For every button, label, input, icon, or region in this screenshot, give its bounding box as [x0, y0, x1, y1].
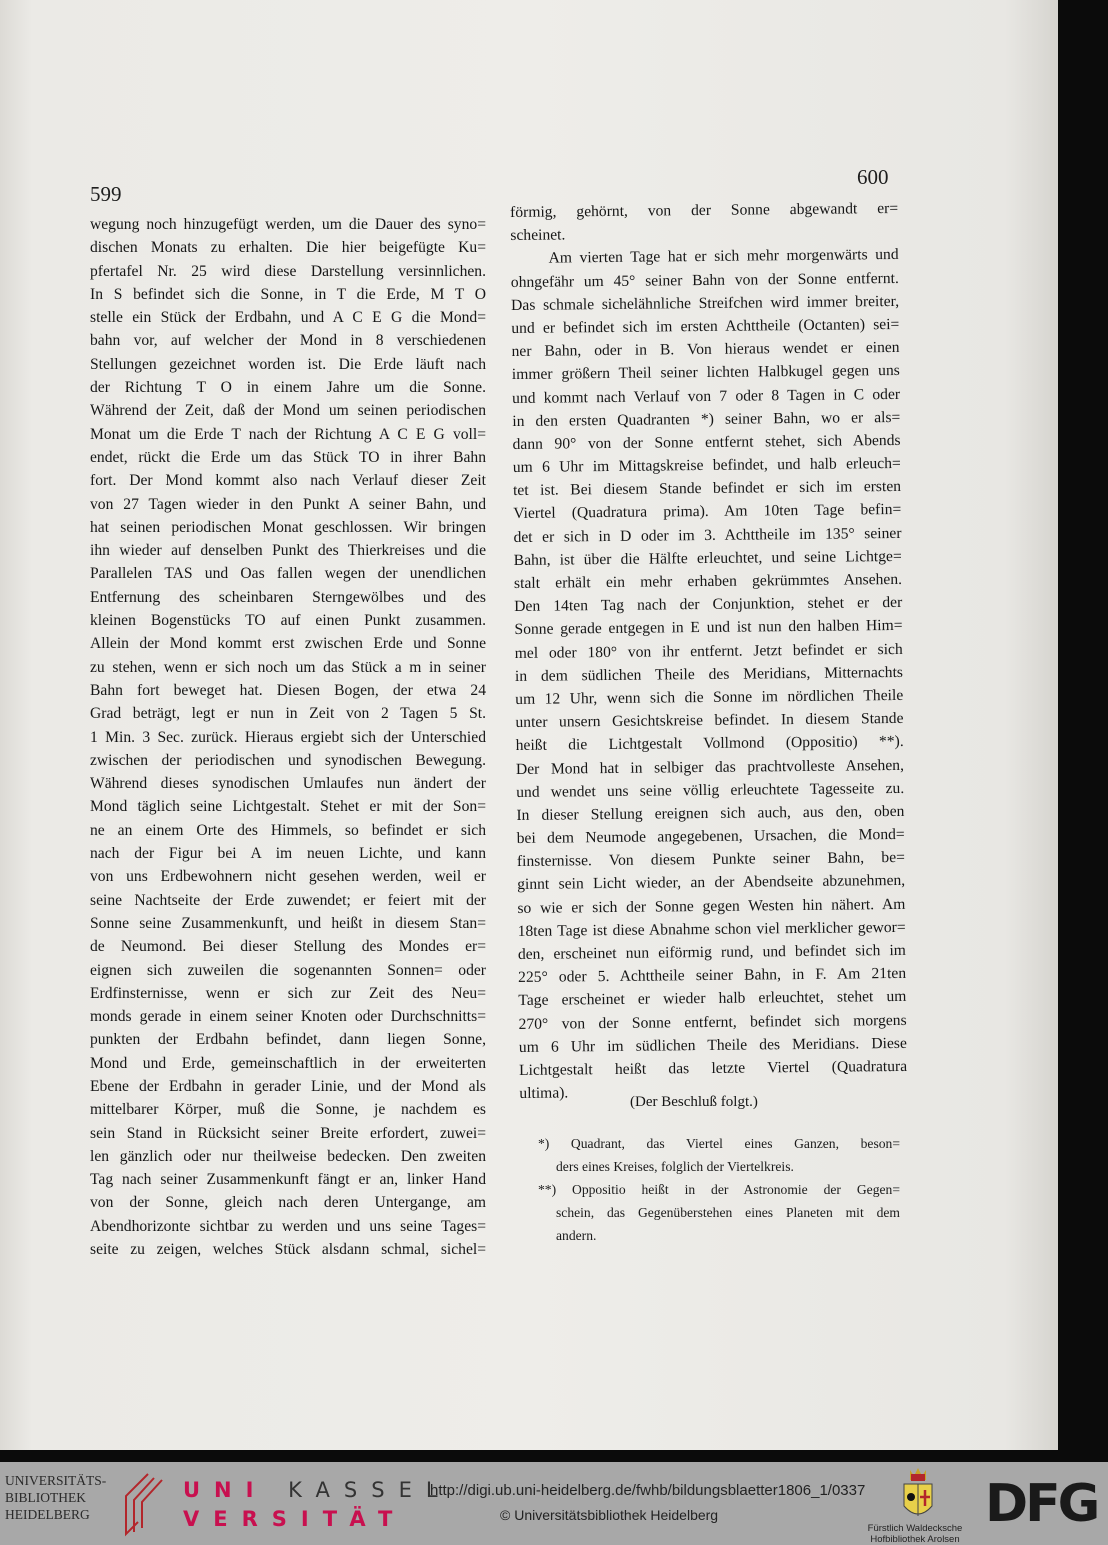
text-line: punkten der Erdbahn befindet, dann liegen Sonne, — [90, 1031, 486, 1049]
text-line: dann 90° von der Sonne entfernt stehet, sich Abends — [512, 431, 901, 453]
kassel-line2: VERSITÄT — [183, 1507, 407, 1531]
ub-line: UNIVERSITÄTS- — [5, 1473, 107, 1488]
text-line: hat seinen periodischen Monat geschlossen. Wir bringen — [90, 518, 486, 536]
text-line: und kommt nach Verlauf von 7 oder 8 Tagen in C oder — [511, 385, 901, 407]
text-line: Ebene der Erdbahn in gerader Linie, und der Mond als — [90, 1077, 486, 1095]
text-line: pfertafel Nr. 25 wird diese Darstellung versinnlichen. — [90, 262, 486, 280]
text-line: in dem südlichen Theile des Meridians, Mitternachts — [514, 663, 904, 685]
uni-kassel-logo — [183, 1476, 452, 1534]
waldeck-line: Fürstlich Waldecksche — [867, 1523, 963, 1534]
text-line: de Neumond. Bei dieser Stellung des Mondes er= — [90, 938, 486, 956]
text-line: zwischen der periodischen und synodischen Bewegung. — [90, 751, 486, 769]
text-line: Allein der Mond kommt erst zwischen Erde und Sonne — [90, 635, 486, 653]
waldeck-line: Hofbibliothek Arolsen — [870, 1533, 960, 1545]
text-line: in den ersten Quadranten *) seiner Bahn, wo er als= — [512, 408, 901, 430]
text-line: von der Sonne, gleich nach deren Untergange, am — [90, 1194, 486, 1212]
text-line: Erdfinsternisse, wenn er sich zur Zeit des Neu= — [90, 984, 486, 1002]
text-line: zu stehen, wenn er sich noch um das Stück a m in seiner — [90, 658, 486, 676]
ub-heidelberg-logo-icon — [118, 1470, 170, 1538]
text-line: stalt erhält ein mehr erhaben gekrümmtes Ansehen. — [513, 570, 903, 592]
text-line: endet, rückt die Erde um das Stück TO in ihrer Bahn — [90, 448, 486, 466]
text-line: von uns Erdbewohnern nicht gesehen werden, weil er — [90, 868, 486, 886]
footnotes — [538, 1132, 900, 1247]
text-line: bahn vor, auf welcher der Mond in 8 verschiedenen — [90, 332, 486, 350]
ub-line: BIBLIOTHEK — [5, 1490, 86, 1505]
footnote-line: *) Quadrant, das Viertel eines Ganzen, beson= — [538, 1136, 900, 1151]
text-line: seite zu zeigen, welches Stück alsdann schmal, sichel= — [90, 1241, 486, 1259]
text-line: len gänzlich oder nur theilweise bedecken. Den zweiten — [90, 1147, 486, 1165]
text-line: ner Bahn, oder in B. Von hieraus wendet er einen — [511, 339, 900, 361]
text-line: Der Mond hat in selbiger das prachtvolleste Ansehen, — [515, 756, 905, 778]
text-line: fort. Der Mond kommt also nach Verlauf dieser Zeit — [90, 472, 486, 490]
page-number-right: 600 — [857, 165, 889, 189]
footnote-line: **) Oppositio heißt in der Astronomie der Gegen= — [538, 1182, 900, 1197]
page-number-left: 599 — [90, 182, 122, 206]
text-line: ohngefähr um 45° seiner Bahn von der Sonne entfernt. — [510, 269, 899, 291]
right-column-text — [510, 197, 907, 1105]
text-line: um 12 Uhr, wenn sich die Sonne im nördlichen Theile — [515, 686, 904, 708]
text-line: Mond täglich seine Lichtgestalt. Stehet er mit der Son= — [90, 798, 486, 816]
text-line: monds gerade in einem seiner Knoten oder Durchschnitts= — [90, 1008, 486, 1026]
text-line: ne an einem Orte des Himmels, so befindet er sich — [90, 821, 486, 839]
text-line: wegung noch hinzugefügt werden, um die Dauer des syno= — [90, 216, 486, 233]
text-line: Parallelen TAS und Oas fallen wegen der unendlichen — [90, 565, 486, 583]
footnote-line: andern. — [556, 1228, 597, 1243]
text-line: Während dieses synodischen Umlaufes nun ändert der — [90, 775, 486, 793]
text-line: ginnt sein Licht wieder, an der Abendseite abzunehmen, — [517, 872, 906, 894]
text-line: der Richtung T O in einem Jahre um die Sonne. — [90, 379, 486, 397]
text-line: 18ten Tage ist diese Abnahme schon viel merklicher gewor= — [517, 918, 906, 940]
text-line: Das schmale sichelähnliche Streifchen wird immer breiter, — [511, 292, 900, 314]
text-line: förmig, gehörnt, von der Sonne abgewandt er= — [510, 199, 899, 221]
continuation-note: (Der Beschluß folgt.) — [630, 1094, 758, 1110]
text-line: ultima). — [519, 1084, 569, 1103]
dfg-logo: DFG — [985, 1474, 1098, 1534]
kassel-accent: UNI — [183, 1478, 268, 1502]
text-line: Bahn, ist über die Hälfte erleuchtet, und seine Lichtge= — [513, 547, 902, 569]
text-line: heißt die Lichtgestalt Vollmond (Oppositio) **). — [515, 733, 904, 755]
text-line: und er befindet sich im ersten Achttheile (Octanten) sei= — [511, 315, 900, 337]
text-line: und wendet uns seine völlig erleuchtete Tagesseite zu. — [516, 779, 905, 801]
text-line: Den 14ten Tag nach der Conjunktion, stehet er der — [514, 594, 903, 616]
waldeck-library-text — [855, 1524, 975, 1545]
text-line: um 6 Uhr im südlichen Theile des Meridians. Diese — [518, 1034, 907, 1056]
text-line: Tag nach seiner Zusammenkunft fängt er an, linker Hand — [90, 1171, 486, 1189]
text-line: 270° von der Sonne entfernt, befindet sich morgens — [518, 1011, 907, 1033]
text-line: 1 Min. 3 Sec. zurück. Hieraus ergiebt sich der Unterschied — [90, 728, 486, 746]
text-line: Monat um die Erde T nach der Richtung A C E G voll= — [90, 425, 486, 443]
text-line: Lichtgestalt heißt das letzte Viertel (Quadratura — [519, 1057, 908, 1079]
ub-line: HEIDELBERG — [5, 1507, 90, 1522]
text-line: Sonne gerade entgegen in E und ist nun den halben Him= — [514, 617, 903, 639]
footer-bar — [0, 1462, 1108, 1545]
text-line: Mond und Erde, gemeinschaftlich in der erweiterten — [90, 1054, 486, 1072]
text-line: Bahn fort beweget hat. Diesen Bogen, der etwa 24 — [90, 681, 486, 699]
text-line: Viertel (Quadratura prima). Am 10ten Tage befin= — [513, 501, 902, 523]
text-line: tet ist. Bei diesem Stande befindet er sich im ersten — [512, 478, 902, 500]
waldeck-crest-icon — [898, 1466, 938, 1524]
text-line: eignen sich zuweilen die sogenannten Sonnen= oder — [90, 961, 486, 979]
text-line: stelle ein Stück der Erdbahn, und A C E G die Mond= — [90, 309, 486, 327]
text-line: In dieser Stellung ereignen sich auch, aus den, oben — [516, 802, 905, 824]
footnote-line: schein, das Gegenüberstehen eines Planeten mit dem — [556, 1205, 900, 1220]
text-line: so wie er sich der Sonne gegen Westen hin nähert. Am — [517, 895, 906, 917]
text-line: bei dem Neumode angegebenen, Ursachen, die Mond= — [516, 825, 905, 848]
text-line: immer größern Theil seiner lichten Halbkugel gegen uns — [511, 362, 900, 384]
footnote-line: ders eines Kreises, folglich der Viertelkreis. — [556, 1159, 794, 1174]
text-line: sein Stand in Rücksicht seiner Breite erfordert, zuwei= — [90, 1124, 486, 1142]
text-line: 225° oder 5. Achttheile seiner Bahn, in F. Am 21ten — [518, 965, 907, 987]
text-line: Stellungen gezeichnet worden ist. Die Erde läuft nach — [90, 355, 486, 373]
ub-heidelberg-logo-text — [5, 1472, 106, 1523]
text-line: mittelbarer Körper, muß die Sonne, je nachdem es — [90, 1101, 486, 1119]
text-line: Grad beträgt, legt er nun in Zeit von 2 Tagen 5 St. — [90, 705, 486, 723]
text-line: finsternisse. Von diesem Punkte seiner Bahn, be= — [516, 849, 905, 871]
left-column-text — [90, 213, 486, 1261]
text-line: ihn wieder auf denselben Punkt des Thierkreises und die — [90, 542, 486, 560]
text-line: Am vierten Tage hat er sich mehr morgenwärts und — [548, 246, 899, 267]
text-line: Tage erscheinet er wieder halb erleuchtet, stehet um — [518, 988, 907, 1010]
text-line: dischen Monats zu erhalten. Die hier beigefügte Ku= — [90, 239, 486, 257]
text-line: unter unsern Gesichtskreise befindet. In diesem Stande — [515, 710, 904, 732]
permalink-url[interactable]: http://digi.ub.uni-heidelberg.de/fwhb/bildungsblaetter1806_1/0337 — [430, 1482, 866, 1499]
text-line: kleinen Bogenstücks TO auf einen Punkt zusammen. — [90, 612, 486, 630]
text-line: von 27 Tagen wieder in den Punkt A seiner Bahn, und — [90, 495, 486, 513]
text-line: scheinet. — [510, 226, 566, 245]
text-line: In S befindet sich die Sonne, in T die Erde, M T O — [90, 285, 486, 303]
text-line: seine Nachtseite der Erde zuwendet; er feiert mit der — [90, 891, 486, 909]
text-line: mel oder 180° von ihr entfernt. Jetzt befindet er sich — [514, 640, 903, 662]
copyright-text: © Universitätsbibliothek Heidelberg — [500, 1507, 719, 1523]
text-line: Sonne seine Zusammenkunft, und heißt in diesem Stan= — [90, 914, 486, 932]
text-line: Entfernung des scheinbaren Sterngewölbes und des — [90, 588, 486, 606]
text-line: Abendhorizonte sichtbar zu werden und uns seine Tages= — [90, 1217, 486, 1235]
text-line: Während der Zeit, daß der Mond um seinen periodischen — [90, 402, 486, 420]
text-line: um 6 Uhr im Mittagskreise befindet, und halb erleuch= — [512, 454, 901, 477]
text-line: den, erscheinet nun eiförmig rund, und befindet sich im — [517, 941, 906, 963]
text-line: det er sich in D oder im 3. Achttheile im 135° seiner — [513, 524, 902, 546]
text-line: nach der Figur bei A im neuen Lichte, und kann — [90, 845, 486, 863]
kassel-word: KASSEL — [288, 1478, 452, 1502]
